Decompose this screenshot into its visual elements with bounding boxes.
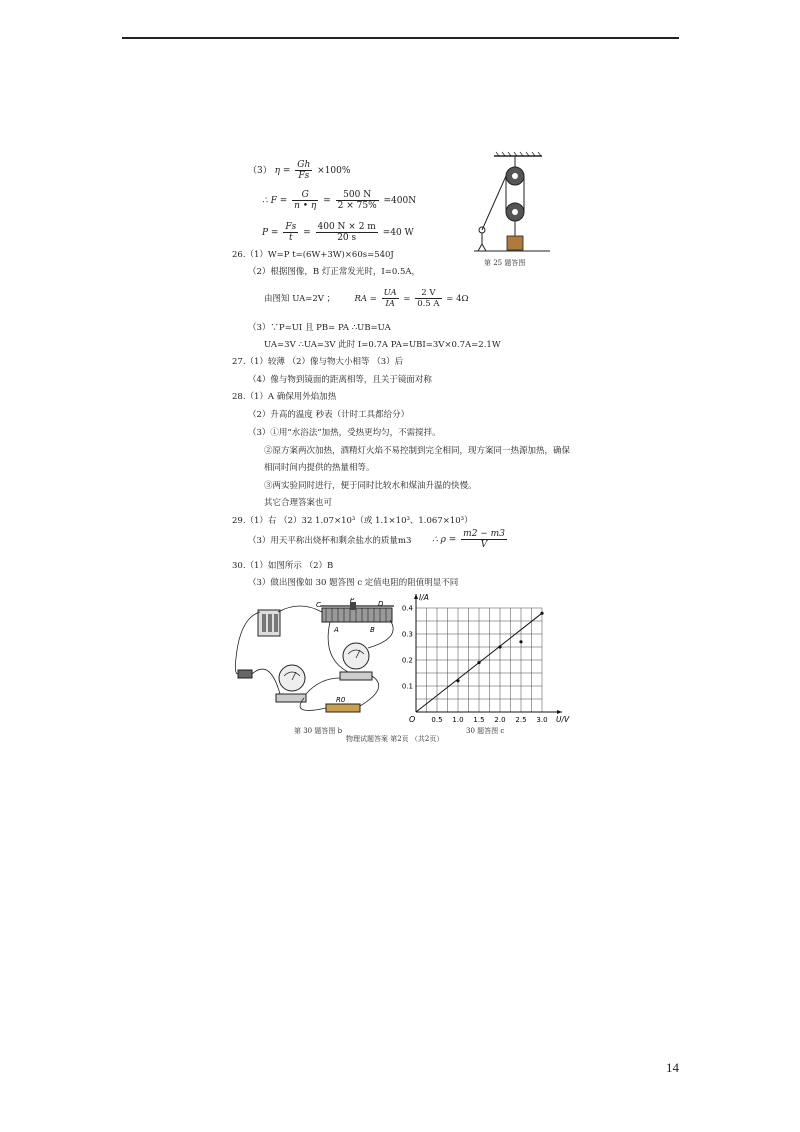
y-tick-label: 0.2 <box>402 656 413 665</box>
circuit-label-r0: R0 <box>336 696 346 704</box>
q29-density-formula: ∴ ρ = $\frac{m2 - m3}{V}$ <box>432 529 505 550</box>
x-tick-label: 0.5 <box>431 716 443 724</box>
q30-line2: （3）做出图像如 30 题答图 c 定值电阻的阻值明显不同 <box>248 578 459 588</box>
q28-line2: （2）升高的温度 秒表（计时工具都给分） <box>248 410 410 420</box>
q29-line1: 29.（1）右 （2）32 1.07×10³（或 1.1×10³、1.067×10³） <box>232 516 473 526</box>
q26-line1: 26.（1）W=P t=(6W+3W)×60s=540J <box>232 250 394 260</box>
x-tick-label: 1.0 <box>452 716 464 724</box>
circuit-label-d: D <box>378 600 384 608</box>
data-point <box>519 640 522 643</box>
data-point <box>477 661 480 664</box>
q26-line4: （3）∵P=UI 且 PB= PA ∴UB=UA <box>248 323 391 333</box>
q28-line3: （3）①用“水浴法”加热，受热更均匀，不需搅拌。 <box>248 428 441 438</box>
x-tick-label: 1.5 <box>473 716 485 724</box>
header-rule <box>122 37 679 39</box>
q28-line6: ③两实验同时进行，便于同时比较水和煤油升温的快慢。 <box>264 481 477 491</box>
circuit-label-p: P <box>350 598 355 604</box>
x-axis-label: U/V <box>556 715 570 724</box>
figure-c-caption: 30 题答图 c <box>466 727 505 735</box>
x-tick-label: 3.0 <box>536 716 548 724</box>
q28-line7: 其它合理答案也可 <box>264 498 333 508</box>
q28-line1: 28.（1）A 确保用外焰加热 <box>232 392 337 402</box>
q26-line2: （2）根据图像，B 灯正常发光时，I=0.5A， <box>248 267 420 277</box>
q25-power-formula: P = $\frac{Fs}{t}$ = $\frac{400 N \times 2 m}{20 s}$ =40 W <box>262 222 414 243</box>
q30-line1: 30.（1）如图所示 （2）B <box>232 561 334 571</box>
x-tick-label: 2.5 <box>515 716 527 724</box>
q29-line2: （3）用天平称出烧杯和剩余盐水的质量m3 <box>248 536 412 546</box>
circuit-label-c: C <box>316 601 321 609</box>
q27-line1: 27.（1）较薄 （2）像与物大小相等 （3）后 <box>232 357 404 367</box>
data-point <box>456 679 459 682</box>
page-footer: 物理试题答案 第2页 （共2页） <box>346 735 444 743</box>
iu-graph <box>402 590 582 725</box>
q25-force-formula: ∴ F = $\frac{G}{n • \eta}$ = $\frac{500 N}{2 \times 75\%}$ =400N <box>262 190 417 211</box>
data-point <box>540 612 543 615</box>
y-axis-label: I/A <box>419 593 429 602</box>
q26-resistance-formula: 由图知 UA=2V ； RA = $\frac{UA}{IA}$ = $\frac{2 V}{0.5 A}$ = 4Ω <box>264 288 469 309</box>
x-axis-arrow <box>557 710 562 714</box>
q28-line4: ②原方案两次加热，酒精灯火焰不易控制到完全相同，现方案同一热源加热，确保 <box>264 446 571 456</box>
q25-eta-formula: （3） η = $\frac{Gh}{Fs}$ ×100% <box>248 160 351 181</box>
y-axis-arrow <box>414 594 418 599</box>
circuit-label-a: A <box>334 626 339 634</box>
circuit-label-b: B <box>370 626 375 634</box>
figure-b-caption: 第 30 题答图 b <box>294 727 343 735</box>
q25-figure-caption: 第 25 题答图 <box>484 259 526 267</box>
y-tick-label: 0.3 <box>402 630 413 639</box>
y-tick-label: 0.4 <box>402 604 413 613</box>
q28-line5: 相同时间内提供的热量相等。 <box>264 463 375 473</box>
x-tick-label: 2.0 <box>494 716 506 724</box>
origin-label: O <box>409 715 416 724</box>
data-point <box>498 645 501 648</box>
circuit-figure <box>230 598 405 720</box>
q27-line2: （4）像与物到镜面的距离相等，且关于镜面对称 <box>248 375 432 385</box>
y-tick-label: 0.1 <box>402 682 413 691</box>
q26-line5: UA=3V ∴UA=3V 此时 I=0.7A PA=UBI=3V×0.7A=2.1W <box>264 340 501 350</box>
pulley-figure <box>470 150 570 260</box>
page-number: 14 <box>666 1060 679 1075</box>
